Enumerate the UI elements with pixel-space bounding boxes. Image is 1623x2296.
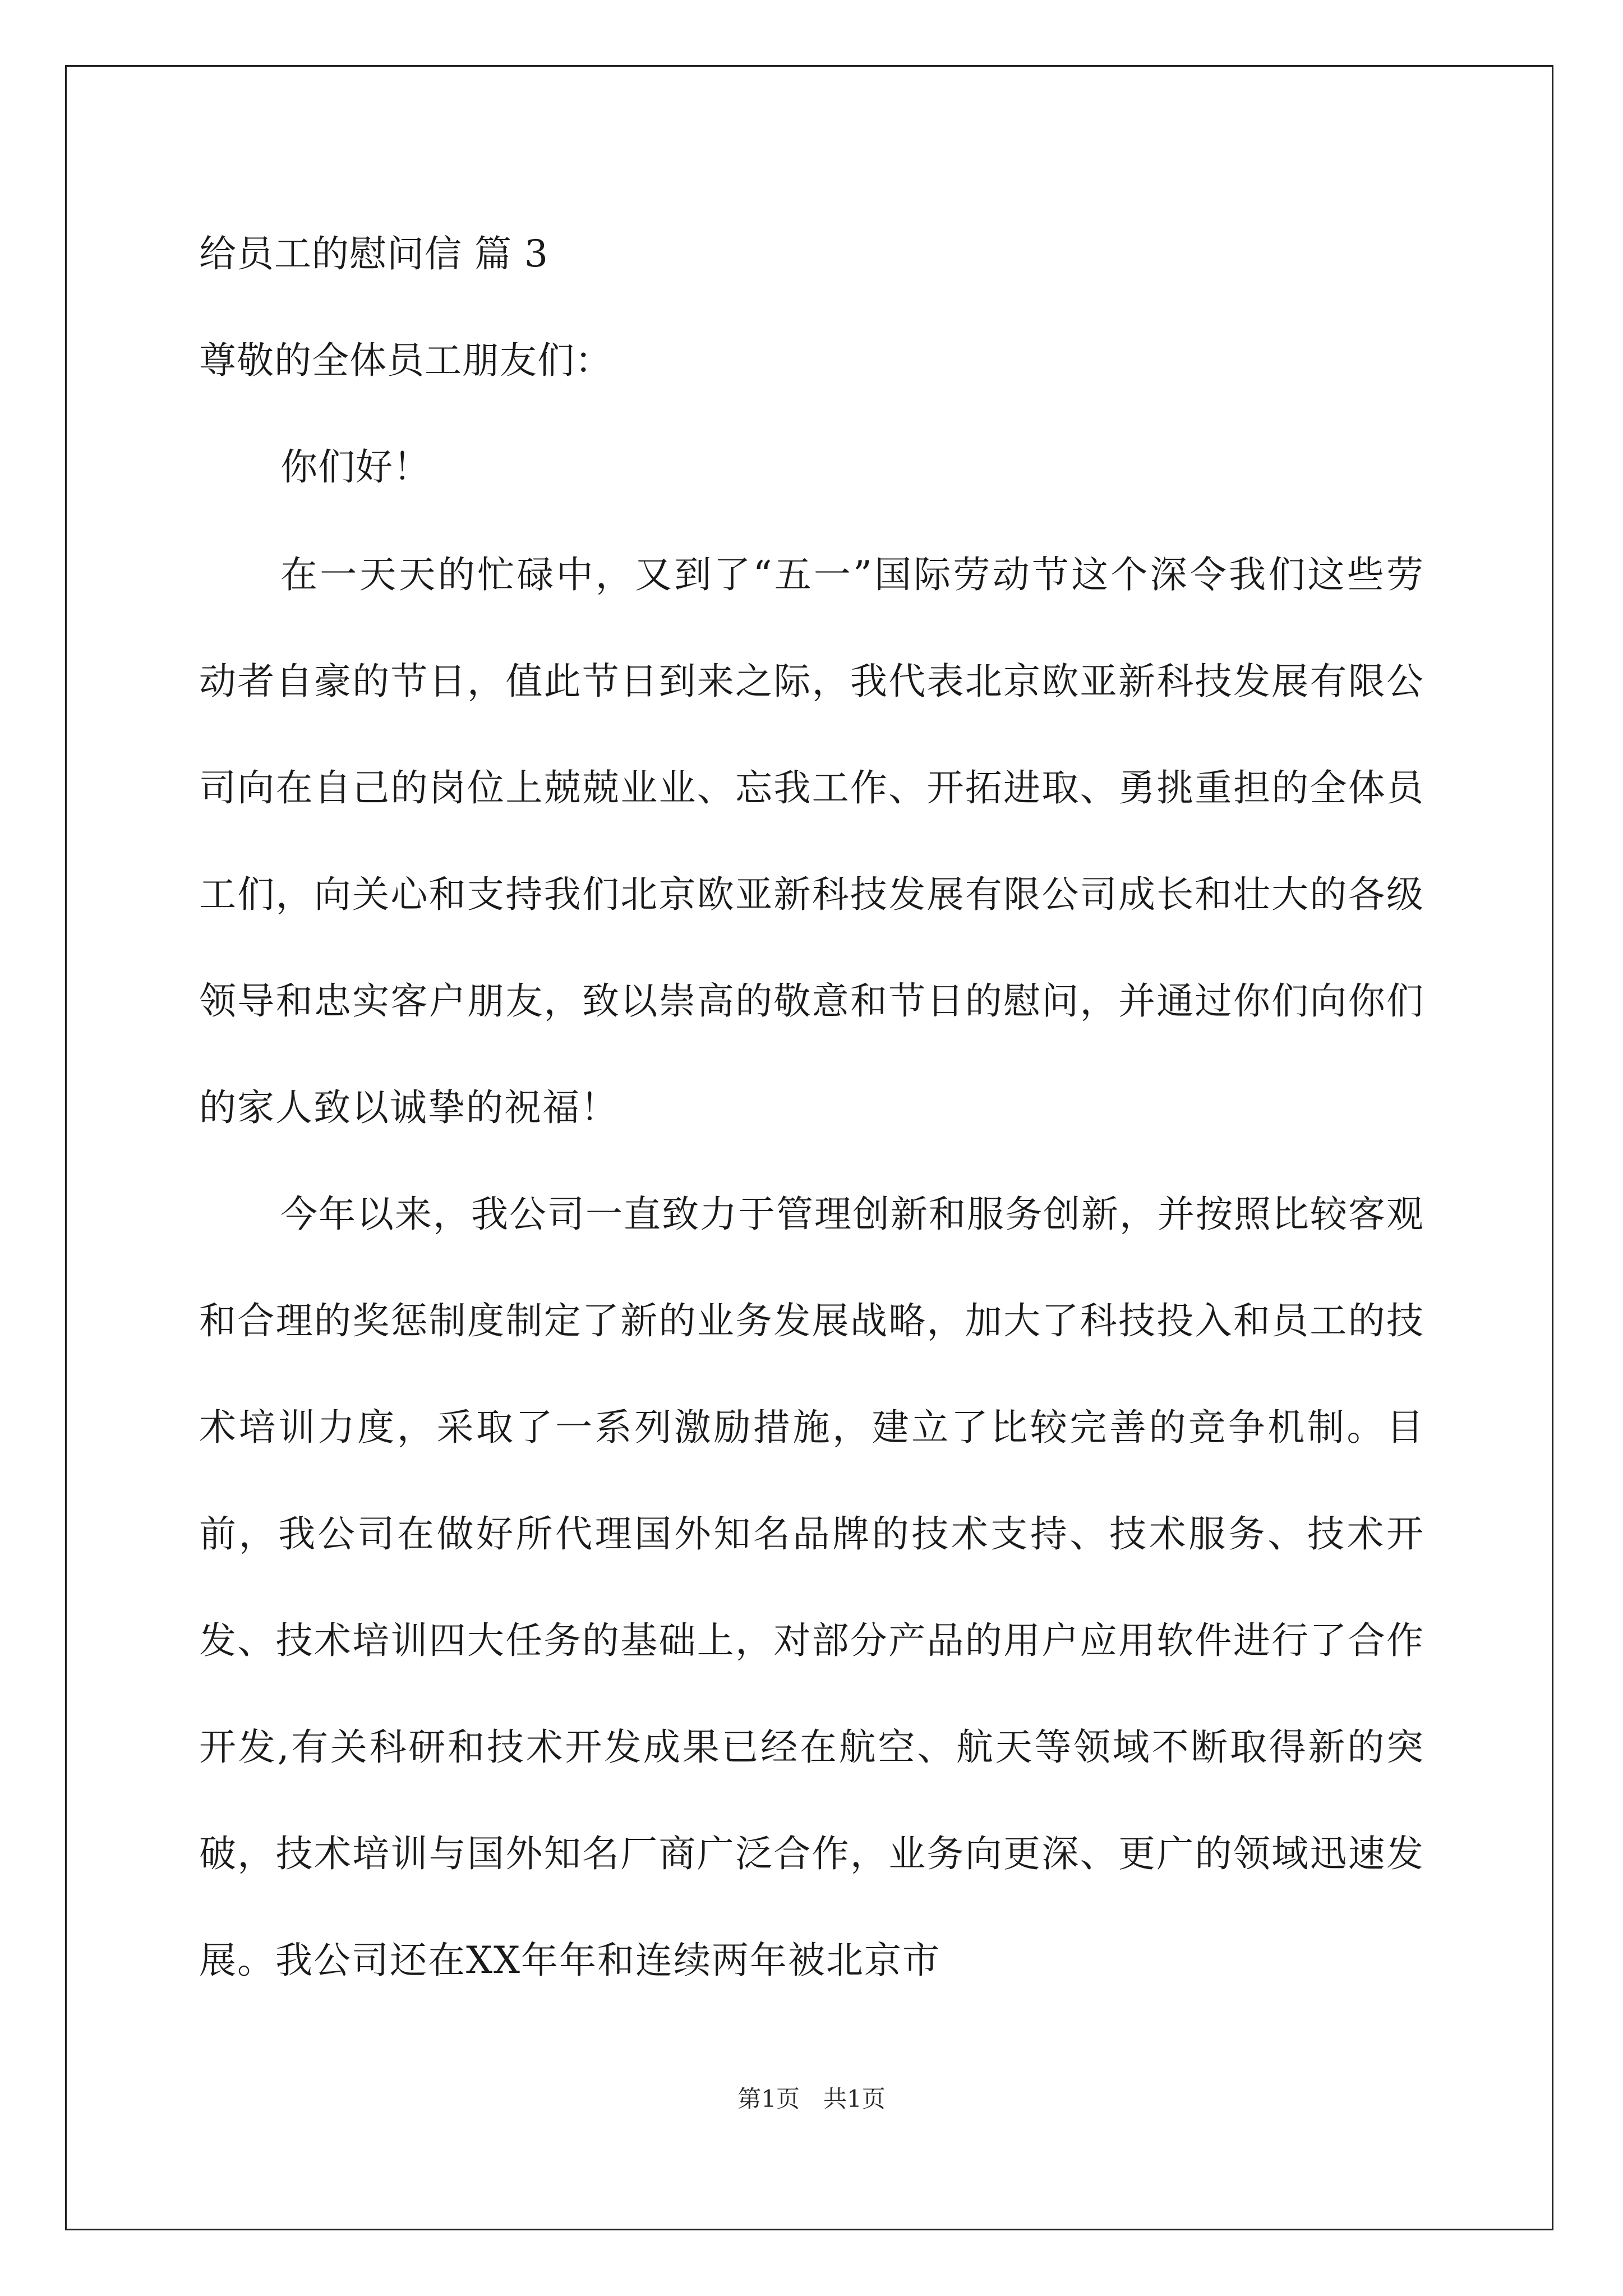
page-number-footer: 第1页 共1页 bbox=[737, 2085, 886, 2113]
paragraph-1: 在一天天的忙碌中，又到了“五一”国际劳动节这个深令我们这些劳动者自豪的节日，值此节日到来之际，我代表北京欧亚新科技发展有限公司向在自己的岗位上兢兢业业、忘我工作、开拓进取、勇挑重担的全体员工们，向关心和支持我们北京欧亚新科技发展有限公司成长和壮大的各级领导和忠实客户朋友，致以崇高的敬意和节日的慰问，并通过你们向你们的家人致以诚挚的祝福！ bbox=[199, 553, 1424, 1129]
greeting: 你们好！ bbox=[280, 445, 431, 489]
salutation: 尊敬的全体员工朋友们： bbox=[199, 339, 612, 382]
document-title: 给员工的慰问信 篇 3 bbox=[199, 232, 548, 275]
paragraph-2: 今年以来，我公司一直致力于管理创新和服务创新，并按照比较客观和合理的奖惩制度制定了新的业务发展战略，加大了科技投入和员工的技术培训力度，采取了一系列激励措施，建立了比较完善的竞争机制。目前，我公司在做好所代理国外知名品牌的技术支持、技术服务、技术开发、技术培训四大任务的基础上，对部分产品的用户应用软件进行了合作开发,有关科研和技术开发成果已经在航空、航天等领域不断取得新的突破，技术培训与国外知名厂商广泛合作，业务向更深、更广的领域迅速发展。我公司还在XX年年和连续两年被北京市 bbox=[199, 1193, 1424, 1982]
letter-body bbox=[199, 227, 1424, 2014]
